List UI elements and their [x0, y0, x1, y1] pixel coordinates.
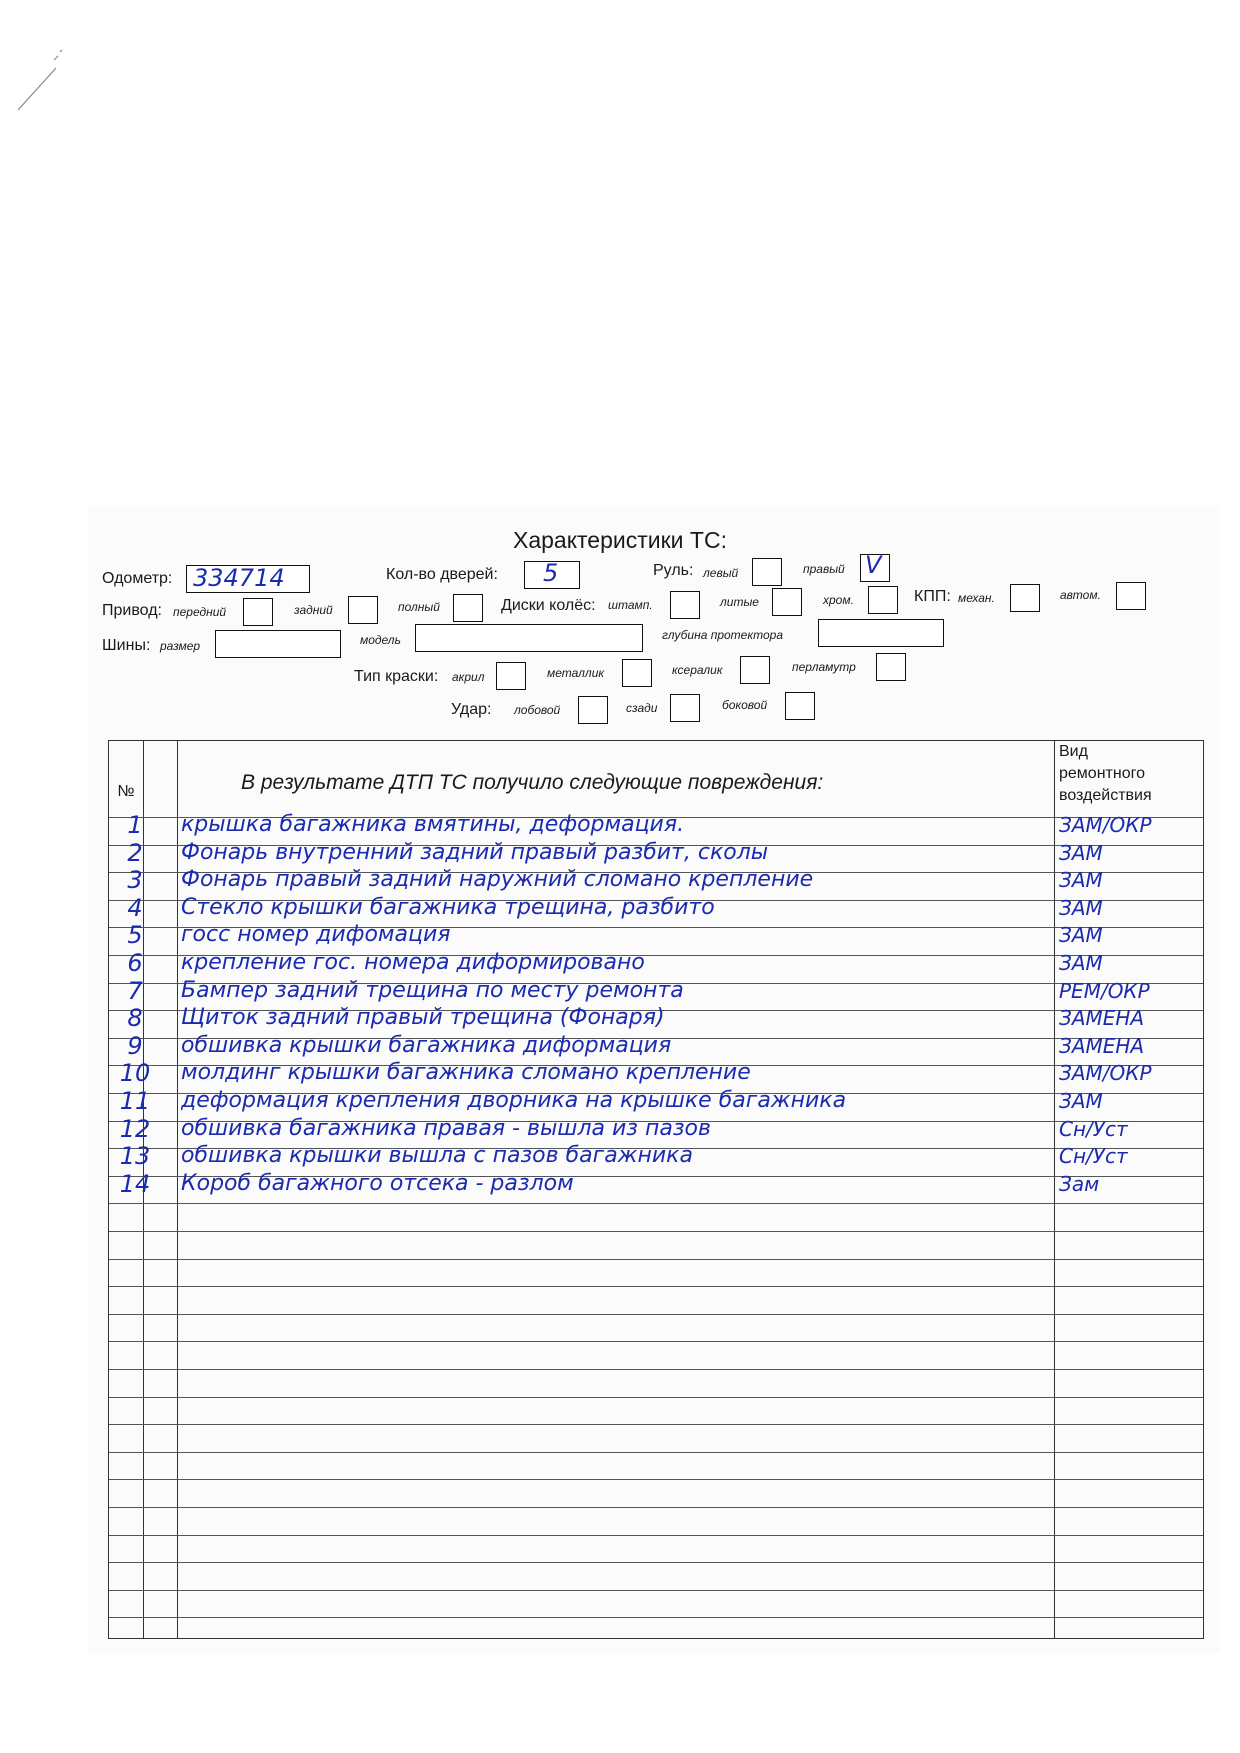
column-divider [1054, 741, 1055, 1638]
damage-description[interactable]: обшивка багажника правая - вышла из пазов [181, 1115, 711, 1141]
gearbox-label: КПП: [914, 588, 951, 605]
impact-side-label: боковой [722, 698, 768, 712]
damage-description[interactable]: крепление гос. номера диформировано [181, 950, 645, 975]
repair-type[interactable]: ЗАМ/ОКР [1059, 1061, 1152, 1086]
paint-xirallic-label: ксералик [672, 663, 723, 677]
paint-metallic-checkbox[interactable] [622, 659, 652, 687]
row-number: 4 [127, 893, 143, 922]
damage-description[interactable]: обшивка крышки вышла с пазов багажника [181, 1143, 693, 1169]
tires-depth-field[interactable] [818, 619, 944, 647]
damage-description[interactable]: деформация крепления дворника на крышке багажника [181, 1088, 847, 1113]
drive-rear-label: задний [294, 603, 333, 617]
gearbox-auto-label: автом. [1060, 588, 1101, 602]
row-number: 11 [119, 1087, 151, 1115]
steering-label: Руль: [653, 562, 694, 579]
row-number: 8 [127, 1004, 143, 1033]
odometer-field[interactable] [186, 565, 310, 593]
table-rule [109, 1203, 1203, 1204]
table-rule [109, 1424, 1203, 1425]
repair-type[interactable]: ЗАМЕНА [1059, 1006, 1145, 1031]
table-rule [109, 1259, 1203, 1260]
impact-rear-label: сзади [626, 701, 658, 715]
repair-type[interactable]: ЗАМ [1059, 1089, 1103, 1113]
column-divider [177, 741, 178, 1638]
col-repair-header-line1: Вид [1059, 743, 1088, 760]
wheels-chrome-checkbox[interactable] [868, 586, 898, 614]
repair-type[interactable]: Сн/Уст [1059, 1144, 1128, 1169]
tires-model-field[interactable] [415, 624, 643, 652]
table-rule [109, 1535, 1203, 1536]
vehicle-characteristics-title: Характеристики ТС: [513, 527, 727, 553]
doors-field[interactable] [524, 561, 580, 589]
paint-acrylic-checkbox[interactable] [496, 662, 526, 690]
damage-description[interactable]: молдинг крышки багажника сломано крепление [181, 1060, 751, 1086]
drive-full-label: полный [398, 600, 440, 614]
damage-description[interactable]: крышка багажника вмятины, деформация. [181, 812, 685, 837]
impact-rear-checkbox[interactable] [670, 694, 700, 722]
tires-size-label: размер [160, 639, 201, 653]
wheels-stamped-checkbox[interactable] [670, 591, 700, 619]
col-repair-header-line2: ремонтного [1059, 765, 1145, 782]
table-rule [109, 1314, 1203, 1315]
repair-type[interactable]: ЗАМЕНА [1059, 1033, 1145, 1058]
repair-type[interactable]: ЗАМ [1059, 895, 1103, 920]
row-number: 10 [119, 1059, 151, 1088]
drive-front-label: передний [173, 605, 227, 619]
row-number: 3 [127, 866, 143, 895]
row-number: 1 [127, 811, 143, 839]
wheels-chrome-label: хром. [823, 593, 854, 607]
row-number: 5 [127, 921, 143, 950]
odometer-value: 334714 [193, 564, 285, 592]
paint-pearl-checkbox[interactable] [876, 653, 906, 681]
col-repair-header-line3: воздействия [1059, 787, 1152, 804]
tires-model-label: модель [360, 633, 401, 647]
row-number: 9 [127, 1031, 143, 1060]
wheels-alloy-label: литые [720, 595, 759, 609]
table-rule [109, 1590, 1203, 1591]
damage-table [108, 740, 1204, 1639]
damage-description[interactable]: Щиток задний правый трещина (Фонаря) [181, 1005, 665, 1031]
damage-description[interactable]: Фонарь внутренний задний правый разбит, сколы [181, 839, 769, 865]
steering-right-label: правый [803, 562, 845, 576]
damage-description[interactable]: Стекло крышки багажника трещина, разбито [181, 894, 715, 920]
wheels-stamped-label: штамп. [608, 598, 653, 612]
repair-type[interactable]: ЗАМ [1059, 923, 1103, 948]
drive-rear-checkbox[interactable] [348, 596, 378, 624]
doors-value: 5 [543, 559, 559, 587]
table-rule [109, 1617, 1203, 1618]
gearbox-manual-checkbox[interactable] [1010, 584, 1040, 612]
table-rule [109, 1562, 1203, 1563]
row-number: 12 [119, 1114, 151, 1143]
drive-front-checkbox[interactable] [243, 598, 273, 626]
steering-left-label: левый [703, 566, 739, 580]
repair-type[interactable]: РЕМ/ОКР [1059, 978, 1150, 1003]
drive-full-checkbox[interactable] [453, 594, 483, 622]
odometer-label: Одометр: [102, 570, 173, 587]
row-number: 14 [119, 1169, 151, 1198]
steering-right-checkbox[interactable] [860, 551, 890, 582]
tires-size-field[interactable] [215, 630, 341, 658]
gearbox-auto-checkbox[interactable] [1116, 582, 1146, 610]
impact-front-label: лобовой [514, 703, 561, 717]
damage-description[interactable]: Бампер задний трещина по месту ремонта [181, 977, 684, 1003]
paint-acrylic-label: акрил [452, 670, 485, 684]
table-rule [109, 1286, 1203, 1287]
wheels-alloy-checkbox[interactable] [772, 588, 802, 616]
wheels-label: Диски колёс: [501, 597, 596, 614]
paint-pearl-label: перламутр [792, 660, 856, 674]
impact-label: Удар: [451, 701, 492, 718]
pen-scratch-mark [16, 48, 76, 118]
drive-label: Привод: [102, 602, 162, 619]
table-rule [109, 1507, 1203, 1508]
tires-label: Шины: [102, 637, 151, 654]
damage-description[interactable]: Фонарь правый задний наружний сломано крепление [181, 867, 814, 893]
table-rule [109, 1479, 1203, 1480]
col-damage-header: В результате ДТП ТС получило следующие повреждения: [241, 771, 824, 794]
paint-xirallic-checkbox[interactable] [740, 656, 770, 684]
impact-front-checkbox[interactable] [578, 696, 608, 724]
table-rule [109, 1231, 1203, 1232]
table-rule [109, 1369, 1203, 1370]
impact-side-checkbox[interactable] [785, 692, 815, 720]
damage-description[interactable]: Короб багажного отсека - разлом [181, 1170, 574, 1196]
table-rule [109, 1341, 1203, 1342]
paint-metallic-label: металлик [547, 666, 605, 680]
row-number: 13 [119, 1142, 151, 1171]
tires-depth-label: глубина протектора [662, 628, 784, 642]
doors-label: Кол-во дверей: [386, 566, 498, 583]
paint-label: Тип краски: [354, 668, 439, 685]
row-number: 6 [127, 949, 143, 977]
table-rule [109, 1397, 1203, 1398]
repair-type[interactable]: Зам [1059, 1171, 1100, 1196]
repair-type[interactable]: ЗАМ [1059, 840, 1103, 865]
gearbox-manual-label: механ. [958, 591, 995, 605]
row-number: 2 [127, 838, 143, 867]
repair-type[interactable]: ЗАМ/ОКР [1059, 813, 1152, 837]
damage-description[interactable]: госс номер дифомация [181, 922, 451, 948]
repair-type[interactable]: Сн/Уст [1059, 1116, 1128, 1141]
col-number-header: № [117, 783, 135, 800]
steering-right-checkmark: V [865, 551, 882, 579]
damage-description[interactable]: обшивка крышки багажника диформация [181, 1032, 672, 1058]
repair-type[interactable]: ЗАМ [1059, 951, 1103, 975]
repair-type[interactable]: ЗАМ [1059, 868, 1103, 893]
table-rule [109, 1452, 1203, 1453]
steering-left-checkbox[interactable] [752, 558, 782, 586]
row-number: 7 [127, 976, 143, 1005]
